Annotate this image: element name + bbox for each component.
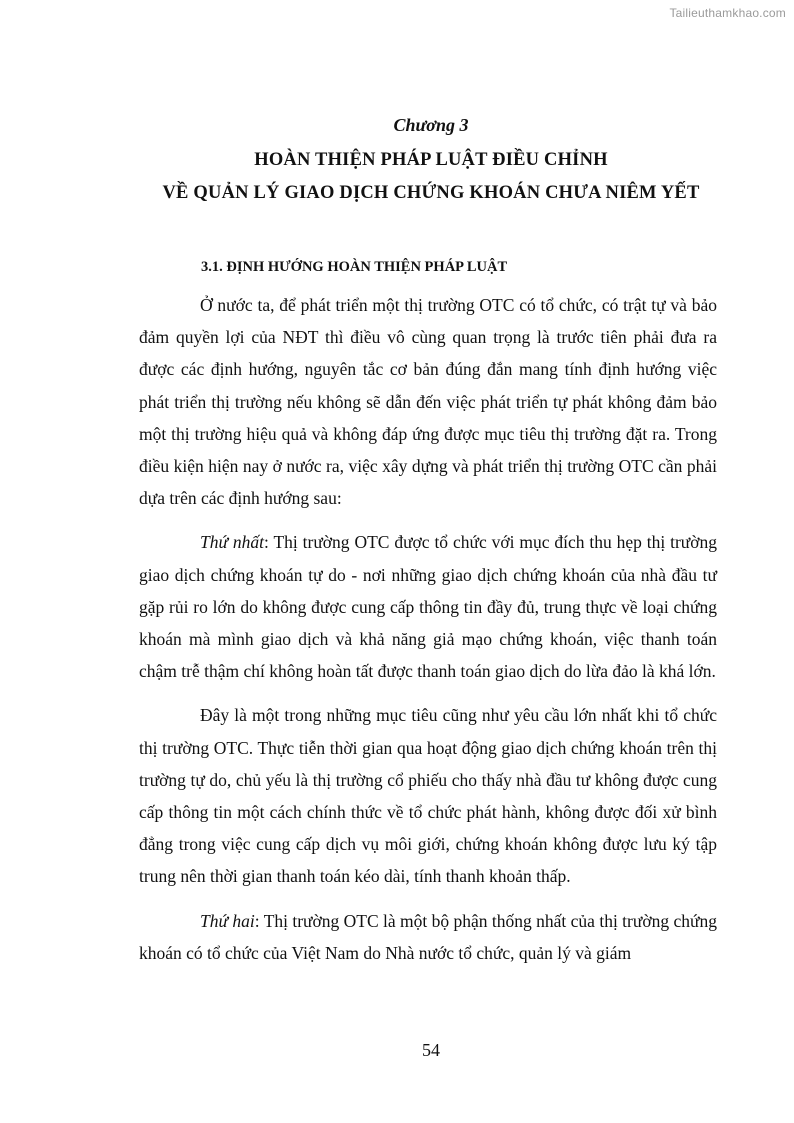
- page-number: 54: [422, 1040, 440, 1060]
- watermark: Tailieuthamkhao.com: [669, 6, 786, 20]
- chapter-title-line-2: VỀ QUẢN LÝ GIAO DỊCH CHỨNG KHOÁN CHƯA NIÊM YẾT: [162, 183, 700, 203]
- paragraph-4-text: : Thị trường OTC là một bộ phận thống nhất của thị trường chứng khoán có tổ chức của Việt Nam do Nhà nước tổ chức, quản lý và giám: [139, 910, 717, 963]
- paragraph-2: [139, 526, 717, 687]
- chapter-title-line-1: HOÀN THIỆN PHÁP LUẬT ĐIỀU CHỈNH: [254, 150, 608, 170]
- paragraph-4-lead: Thứ hai: [200, 910, 255, 931]
- chapter-label: Chương 3: [393, 115, 469, 135]
- paragraph-4: [139, 905, 717, 969]
- paragraph-2-lead: Thứ nhất: [200, 532, 265, 553]
- paragraph-2-text: : Thị trường OTC được tổ chức với mục đích thu hẹp thị trường giao dịch chứng khoán tự do - nơi những giao dịch chứng khoán của nhà đầu tư gặp rủi ro lớn do không được cung cấp thông tin đầy đủ, trung thực về loại chứng khoán mà mình giao dịch và khả năng giả mạo chứng khoán, việc thanh toán chậm trễ thậm chí không hoàn tất được thanh toán giao dịch do lừa đảo là khá lớn.: [139, 532, 718, 682]
- section-heading: 3.1. ĐỊNH HƯỚNG HOÀN THIỆN PHÁP LUẬT: [201, 259, 508, 275]
- body-text: [139, 289, 717, 969]
- paragraph-1: Ở nước ta, để phát triển một thị trường OTC có tổ chức, có trật tự và bảo đảm quyền lợi của NĐT thì điều vô cùng quan trọng là trước tiên phải đưa ra được các định hướng, nguyên tắc cơ bản đúng đắn mang tính định hướng việc phát triển thị trường nếu không sẽ dẫn đến việc phát triển tự phát không đảm bảo một thị trường hiệu quả và không đáp ứng được mục tiêu thị trường đặt ra. Trong điều kiện hiện nay ở nước ra, việc xây dựng và phát triển thị trường OTC cần phải dựa trên các định hướng sau:: [139, 295, 717, 509]
- paragraph-3: Đây là một trong những mục tiêu cũng như yêu cầu lớn nhất khi tổ chức thị trường OTC. Thực tiễn thời gian qua hoạt động giao dịch chứng khoán trên thị trường tự do, chủ yếu là thị trường cổ phiếu cho thấy nhà đầu tư không được cung cấp thông tin một cách chính thức về tổ chức phát hành, không được đối xử bình đẳng trong việc cung cấp dịch vụ môi giới, chứng khoán không được lưu ký tập trung nên thời gian thanh toán kéo dài, tính thanh khoản thấp.: [139, 705, 717, 887]
